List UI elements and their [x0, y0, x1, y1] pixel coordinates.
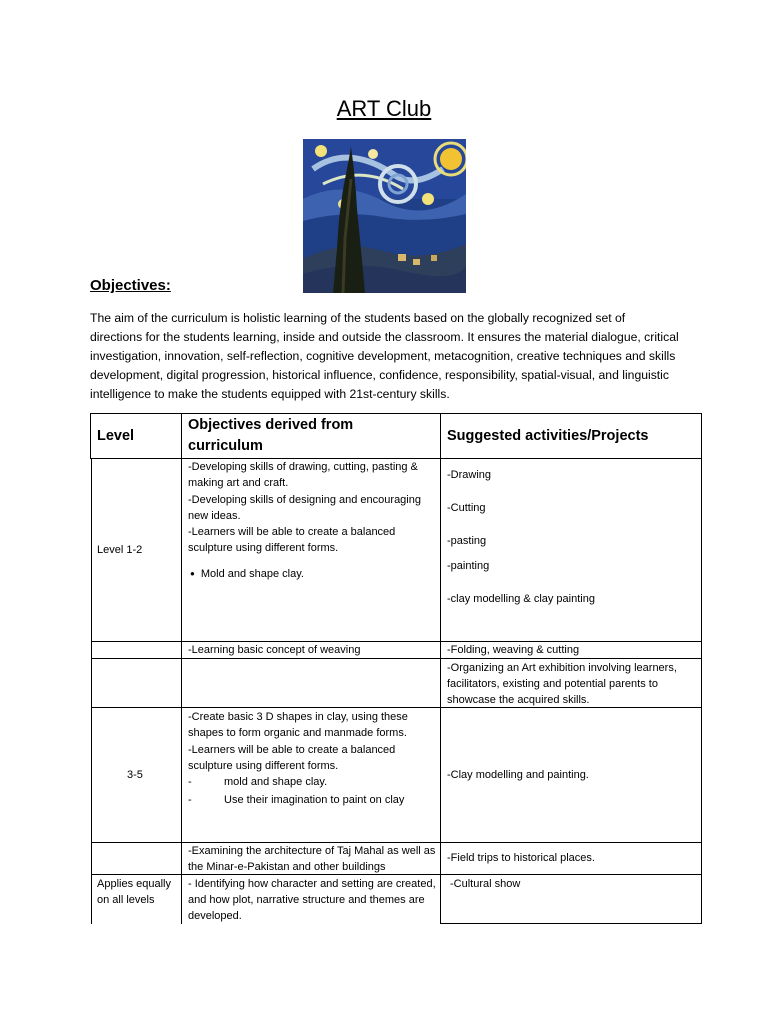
row-4-dash-item-2: - Use their imagination to paint on clay [188, 794, 405, 806]
row-1-objective-1: -Developing skills of drawing, cutting, pasting & making art and craft. [188, 461, 418, 489]
row-1-bullet-text: Mold and shape clay. [200, 568, 304, 580]
row-2-objective: -Learning basic concept of weaving [188, 644, 361, 656]
intro-paragraph: The aim of the curriculum is holistic learning of the students based on the globally recognized set of directions for the students learning, inside and outside the classroom. It ensures the material dialogue, critical investigation, innovation, self-reflection, cognitive development, metacognition, creative techniques and skills development, digital progression, historical influence, confidence, responsibility, spatial-visual, and linguistic intelligence to make the students equipped with 21st-century skills. [90, 311, 679, 401]
row-6-objective: - Identifying how character and setting are created, and how plot, narrative structure and themes are developed. [188, 878, 436, 922]
row-4-dash-item-1: - mold and shape clay. [188, 776, 328, 788]
objectives-heading: Objectives: [90, 277, 171, 294]
row-1-level: Level 1-2 [97, 544, 143, 556]
row-1-activity-2: -Cutting [447, 502, 486, 514]
header-objectives: Objectives derived from curriculum [188, 417, 354, 454]
row-4-objective-2: -Learners will be able to create a balanced sculpture using different forms. [188, 744, 396, 772]
page-title: ART Club [336, 96, 432, 121]
row-5-objective: -Examining the architecture of Taj Mahal as well as the Minar-e-Pakistan and other buildings [188, 845, 436, 873]
row-2-activity: -Folding, weaving & cutting [447, 644, 580, 656]
row-3-activity: -Organizing an Art exhibition involving learners, facilitators, existing and potential parents to showcase the acquired skills. [447, 662, 677, 706]
row-4-objective-1: -Create basic 3 D shapes in clay, using these shapes to form organic and manmade forms. [188, 711, 408, 739]
row-6-level: Applies equally on all levels [97, 878, 171, 906]
row-1-activity-4: -painting [447, 560, 490, 572]
row-1-activity-3: -pasting [447, 535, 487, 547]
row-1-objective-3: -Learners will be able to create a balanced sculpture using different forms. [188, 526, 396, 554]
row-1-objective-2: -Developing skills of designing and encouraging new ideas. [188, 494, 421, 522]
curriculum-table [90, 413, 702, 924]
row-4-activity: -Clay modelling and painting. [447, 769, 589, 781]
row-4-level: 3-5 [127, 769, 143, 781]
header-activities: Suggested activities/Projects [447, 428, 649, 444]
row-5-activity: -Field trips to historical places. [447, 852, 595, 864]
bullet-icon: ● [190, 569, 195, 578]
row-1-bullet-item [190, 566, 304, 582]
row-1-activity-5: -clay modelling & clay painting [447, 593, 595, 605]
row-4-dash-text-2: Use their imagination to paint on clay [224, 794, 405, 806]
row-4-dash-text-1: mold and shape clay. [224, 776, 328, 788]
starry-night-painting [303, 139, 466, 293]
row-1-activity-1: -Drawing [447, 469, 492, 481]
header-level: Level [97, 428, 135, 444]
row-6-activity: -Cultural show [450, 878, 521, 890]
